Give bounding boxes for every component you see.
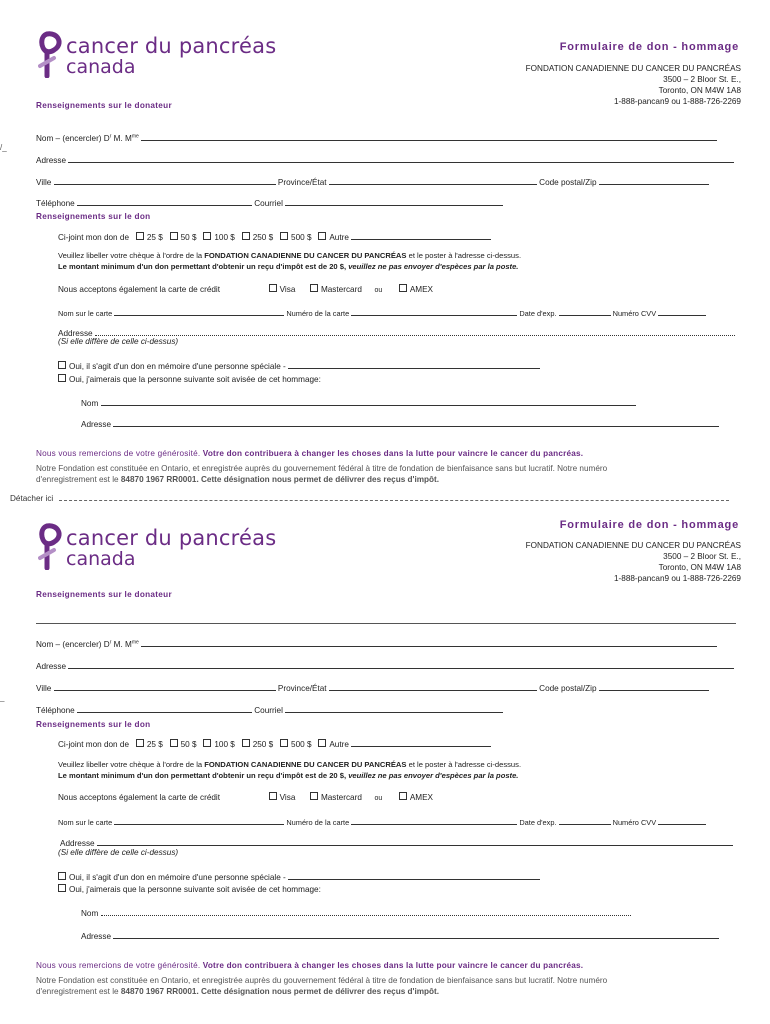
donor-email-field[interactable]: [285, 196, 503, 206]
card-name-label: Nom sur le carte: [58, 818, 113, 827]
logo: [38, 522, 276, 570]
checkbox-icon: [58, 872, 66, 880]
donor-phone-field[interactable]: [77, 196, 252, 206]
notify-name-field[interactable]: [101, 396, 636, 406]
ribbon-icon: [38, 30, 64, 78]
amount-option[interactable]: 25 $: [136, 740, 163, 749]
dashed-cut-line: [59, 494, 729, 501]
donor-address-row: [36, 659, 734, 671]
cvv-field[interactable]: [658, 306, 706, 316]
checkbox-icon: [310, 284, 318, 292]
donor-province-field[interactable]: [329, 681, 537, 691]
margin-mark: _: [0, 693, 5, 702]
checkbox-icon: [280, 232, 288, 240]
checkbox-icon: [280, 739, 288, 747]
logo-wordmark-line2: canada: [66, 56, 136, 78]
notify-name-label: Nom: [81, 909, 99, 918]
cvv-label: Numéro CVV: [612, 818, 657, 827]
donor-phone-label: Téléphone: [36, 199, 75, 208]
checkbox-icon: [399, 792, 407, 800]
thank-you-note: Nous vous remercions de votre générosité. Votre don contribuera à changer les choses dans la lutte pour vaincre le cancer du pancréas.: [36, 961, 584, 970]
charity-footer: Notre Fondation est constituée en Ontario, et enregistrée auprès du gouvernement fédéral à titre de fondation de bienfaisance sans but lucratif. Notre numéro d'enregistrement est le 84870 1967 RR0001. Cette désignation nous permet de délivrer des reçus d'impôt.: [36, 464, 608, 484]
org-address: [526, 63, 741, 107]
org-name: FONDATION CANADIENNE DU CANCER DU PANCRÉAS: [525, 541, 741, 550]
gift-section-title: Renseignements sur le don: [36, 720, 151, 729]
checkbox-icon: [203, 232, 211, 240]
checkbox-icon: [58, 884, 66, 892]
checkbox-icon: [269, 792, 277, 800]
amount-other-option[interactable]: Autre: [318, 233, 349, 242]
memory-row: [58, 359, 540, 371]
donor-section-title: Renseignements sur le donateur: [36, 101, 172, 110]
gift-section-title: Renseignements sur le don: [36, 212, 151, 221]
donor-city-label: Ville: [36, 178, 52, 187]
or-label: ou: [374, 287, 383, 294]
amount-option[interactable]: 500 $: [280, 233, 312, 242]
card-address-row: [60, 836, 733, 848]
donor-postal-label: Code postal/Zip: [539, 684, 597, 693]
visa-option[interactable]: Visa: [269, 285, 296, 294]
checkbox-icon: [203, 739, 211, 747]
form-title: Formulaire de don - hommage: [559, 41, 739, 53]
minimum-note: Le montant minimum d'un don permettant d'obtenir un reçu d'impôt est de 20 $, veuillez ne pas envoyer d'espèces par la poste.: [58, 262, 519, 271]
amount-option[interactable]: 25 $: [136, 233, 163, 242]
mastercard-option[interactable]: Mastercard: [310, 285, 362, 294]
memory-name-field[interactable]: [288, 870, 540, 880]
amount-option[interactable]: 100 $: [203, 233, 235, 242]
donor-address-label: Adresse: [36, 156, 67, 165]
notify-address-label: Adresse: [81, 420, 112, 429]
donor-postal-label: Code postal/Zip: [539, 178, 597, 187]
notify-address-field[interactable]: [113, 417, 719, 427]
notify-row: [58, 884, 321, 894]
checkbox-icon: [242, 739, 250, 747]
donor-name-field[interactable]: [141, 131, 717, 141]
checkbox-icon: [399, 284, 407, 292]
logo-wordmark-line1: cancer du pancréas: [66, 34, 277, 58]
donor-name-row: [36, 637, 717, 649]
donor-address-field[interactable]: [68, 153, 734, 163]
or-label: ou: [374, 795, 383, 802]
notify-address-field[interactable]: [113, 929, 719, 939]
amount-other-option[interactable]: Autre: [318, 740, 349, 749]
donor-email-label: Courriel: [254, 706, 283, 715]
donor-name-label: Nom – (encercler) $D^r$ M. $M^{me}$: [36, 639, 139, 649]
donor-address-field[interactable]: [68, 659, 734, 669]
cards-label: Nous acceptons également la carte de crédit: [58, 285, 221, 294]
expiry-field[interactable]: [559, 306, 611, 316]
card-number-label: Numéro de la carte: [286, 818, 350, 827]
donor-section-title: Renseignements sur le donateur: [36, 590, 172, 599]
logo: [38, 30, 276, 78]
donor-city-row: [36, 175, 709, 187]
cheque-instructions: Veuillez libeller votre chèque à l'ordre de la FONDATION CANADIENNE DU CANCER DU PANCRÉAS et le poster à l'adresse ci-dessus.: [58, 760, 522, 769]
donor-province-field[interactable]: [329, 175, 537, 185]
donor-phone-label: Téléphone: [36, 706, 75, 715]
amount-option[interactable]: 50 $: [170, 233, 197, 242]
card-address-label: Addresse: [58, 329, 93, 338]
expiry-label: Date d'exp.: [519, 309, 557, 318]
amount-option[interactable]: 50 $: [170, 740, 197, 749]
donor-phone-row: [36, 196, 503, 208]
cvv-field[interactable]: [658, 815, 706, 825]
donor-email-field[interactable]: [285, 703, 503, 713]
donor-name-row: [36, 131, 717, 143]
cheque-instructions: Veuillez libeller votre chèque à l'ordre de la FONDATION CANADIENNE DU CANCER DU PANCRÉAS et le poster à l'adresse ci-dessus.: [58, 251, 522, 260]
amex-option[interactable]: AMEX: [399, 793, 433, 802]
donor-phone-field[interactable]: [77, 703, 252, 713]
donor-name-field[interactable]: [141, 637, 717, 647]
checkbox-icon: [136, 232, 144, 240]
amount-option[interactable]: 100 $: [203, 740, 235, 749]
card-number-field[interactable]: [351, 306, 517, 316]
notify-name-row: [81, 396, 636, 408]
card-name-label: Nom sur le carte: [58, 309, 113, 318]
mastercard-option[interactable]: Mastercard: [310, 793, 362, 802]
checkbox-icon: [170, 232, 178, 240]
minimum-note: Le montant minimum d'un don permettant d'obtenir un reçu d'impôt est de 20 $, veuillez ne pas envoyer d'espèces par la poste.: [58, 771, 519, 780]
notify-address-row: [81, 929, 719, 941]
checkbox-icon: [318, 232, 326, 240]
divider: [36, 623, 736, 624]
amount-option[interactable]: 250 $: [242, 740, 274, 749]
gift-amount-row: [58, 737, 491, 749]
logo-wordmark-line1: cancer du pancréas: [66, 526, 277, 550]
notify-name-row: [81, 906, 631, 918]
expiry-label: Date d'exp.: [519, 818, 557, 827]
expiry-field[interactable]: [559, 815, 611, 825]
card-name-field[interactable]: [114, 306, 284, 316]
donor-city-field[interactable]: [54, 175, 276, 185]
org-city: Toronto, ON M4W 1A8: [658, 563, 741, 572]
org-name: FONDATION CANADIENNE DU CANCER DU PANCRÉAS: [525, 64, 741, 73]
donor-postal-field[interactable]: [599, 175, 709, 185]
memory-option[interactable]: Oui, il s'agit d'un don en mémoire d'une personne spéciale -: [58, 362, 286, 371]
checkbox-icon: [170, 739, 178, 747]
amount-other-field[interactable]: [351, 737, 491, 747]
org-street: 3500 – 2 Bloor St. E.,: [663, 75, 741, 84]
notify-address-label: Adresse: [81, 932, 112, 941]
thank-you-note: Nous vous remercions de votre générosité. Votre don contribuera à changer les choses dans la lutte pour vaincre le cancer du pancréas.: [36, 449, 584, 458]
ribbon-icon: [38, 522, 64, 570]
notify-option[interactable]: Oui, j'aimerais que la personne suivante soit avisée de cet hommage:: [58, 885, 321, 894]
cards-label: Nous acceptons également la carte de crédit: [58, 793, 221, 802]
logo-wordmark-line2: canada: [66, 548, 136, 570]
visa-option[interactable]: Visa: [269, 793, 296, 802]
checkbox-icon: [242, 232, 250, 240]
notify-address-row: [81, 417, 719, 429]
card-details-row: [58, 306, 706, 318]
donor-address-row: [36, 153, 734, 165]
org-phone: 1-888-pancan9 ou 1-888-726-2269: [613, 574, 741, 583]
checkbox-icon: [310, 792, 318, 800]
amount-other-field[interactable]: [351, 230, 491, 240]
margin-mark: /_: [0, 143, 7, 152]
card-number-label: Numéro de la carte: [286, 309, 350, 318]
detach-line: [10, 494, 729, 503]
card-address-field[interactable]: [95, 326, 735, 336]
card-address-note: (Si elle diffère de celle ci-dessus): [58, 337, 179, 346]
gift-enclosed-label: Ci-joint mon don de: [58, 233, 129, 242]
donor-phone-row: [36, 703, 503, 715]
memory-name-field[interactable]: [288, 359, 540, 369]
card-name-field[interactable]: [114, 815, 284, 825]
notify-option[interactable]: Oui, j'aimerais que la personne suivante soit avisée de cet hommage:: [58, 375, 321, 384]
checkbox-icon: [58, 374, 66, 382]
card-details-row: [58, 815, 706, 827]
card-address-label: Addresse: [60, 839, 95, 848]
card-address-field[interactable]: [97, 836, 733, 846]
donor-city-field[interactable]: [54, 681, 276, 691]
form-title: Formulaire de don - hommage: [559, 519, 739, 531]
gift-amount-row: [58, 230, 491, 242]
checkbox-icon: [58, 361, 66, 369]
donor-email-label: Courriel: [254, 199, 283, 208]
donor-name-label: Nom – (encercler) $D^r$ M. $M^{me}$: [36, 133, 139, 143]
detach-label: Détacher ici: [10, 494, 54, 503]
donor-city-label: Ville: [36, 684, 52, 693]
donor-city-row: [36, 681, 709, 693]
donor-address-label: Adresse: [36, 662, 67, 671]
amount-option[interactable]: 500 $: [280, 740, 312, 749]
card-type-row: [58, 284, 433, 294]
cvv-label: Numéro CVV: [612, 309, 657, 318]
card-type-row: [58, 792, 433, 802]
donor-province-label: Province/État: [277, 178, 327, 187]
donor-postal-field[interactable]: [599, 681, 709, 691]
amount-option[interactable]: 250 $: [242, 233, 274, 242]
org-street: 3500 – 2 Bloor St. E.,: [663, 552, 741, 561]
org-city: Toronto, ON M4W 1A8: [658, 86, 741, 95]
memory-option[interactable]: Oui, il s'agit d'un don en mémoire d'une personne spéciale -: [58, 873, 286, 882]
memory-row: [58, 870, 540, 882]
notify-row: [58, 374, 321, 384]
notify-name-field[interactable]: [101, 906, 631, 916]
checkbox-icon: [136, 739, 144, 747]
charity-footer: Notre Fondation est constituée en Ontario, et enregistrée auprès du gouvernement fédéral à titre de fondation de bienfaisance sans but lucratif. Notre numéro d'enregistrement est le 84870 1967 RR0001. Cette désignation nous permet de délivrer des reçus d'impôt.: [36, 976, 608, 996]
org-phone: 1-888-pancan9 ou 1-888-726-2269: [613, 97, 741, 106]
checkbox-icon: [269, 284, 277, 292]
notify-name-label: Nom: [81, 399, 99, 408]
checkbox-icon: [318, 739, 326, 747]
donor-province-label: Province/État: [277, 684, 327, 693]
org-address: [526, 540, 741, 584]
amex-option[interactable]: AMEX: [399, 285, 433, 294]
card-number-field[interactable]: [351, 815, 517, 825]
card-address-note: (Si elle diffère de celle ci-dessus): [58, 848, 179, 857]
gift-enclosed-label: Ci-joint mon don de: [58, 740, 129, 749]
